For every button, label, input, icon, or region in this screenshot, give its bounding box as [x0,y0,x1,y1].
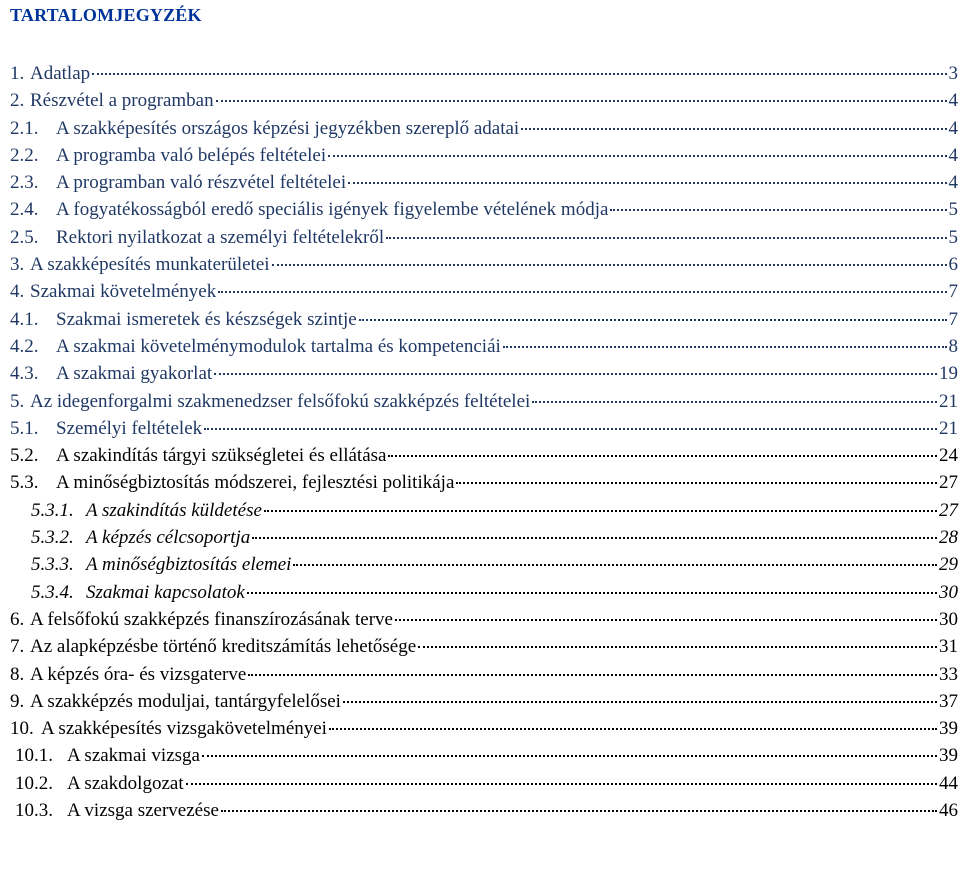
toc-entry-page: 31 [939,636,958,658]
toc-entry-link[interactable] [31,497,960,524]
dot-leader [247,592,937,594]
toc-entry [0,633,960,660]
toc-entry-title: A képzés óra- és vizsgaterve [30,663,247,685]
dot-leader [202,755,937,757]
toc-entry-page: 4 [948,117,958,139]
dot-leader [204,428,937,430]
toc-entry-number: 1. [10,63,25,84]
toc-entry-page: 24 [939,445,958,467]
toc-entry [0,579,960,606]
toc-entry-number: 10.3. [15,800,53,822]
dot-leader [221,810,937,812]
toc-entry-number: 4.2. [10,335,39,357]
toc-entry-number: 4.1. [10,308,39,330]
toc-entry-page: 46 [939,800,958,822]
dot-leader [293,564,937,566]
toc-entry-number: 5.3.1. [31,499,74,521]
toc-entry-page: 19 [939,363,958,385]
toc-entry [0,415,960,442]
toc-entry-title: A szakképesítés vizsgakövetelményei [41,718,327,740]
dot-leader [503,346,947,348]
toc-entry-link[interactable] [15,742,960,769]
toc-entry-link[interactable] [10,306,960,333]
toc-entry-number: 5.3. [10,472,39,494]
toc-entry-link[interactable] [10,442,960,469]
toc-entry-number: 9. [10,690,25,712]
toc-entry-page: 39 [939,718,958,740]
toc-entry [0,715,960,742]
toc-entry-number: 2.1. [10,117,39,139]
toc-heading: TARTALOMJEGYZÉK [10,5,202,25]
toc-entry-number: 5.3.4. [31,581,74,603]
toc-entry-number: 3. [10,254,25,276]
toc-entry [0,524,960,551]
toc-entry-link[interactable] [31,579,960,606]
toc-entry [0,169,960,196]
toc-entry-number: 10.2. [15,772,53,794]
toc-entry [0,115,960,142]
toc-list [0,60,960,824]
toc-entry-link[interactable] [10,360,960,387]
toc-entry [0,442,960,469]
toc-entry [0,797,960,824]
dot-leader [343,701,937,703]
toc-entry-link[interactable] [10,606,960,633]
toc-entry [0,224,960,251]
toc-entry [0,606,960,633]
toc-entry-page: 21 [939,417,958,439]
toc-entry-page: 44 [939,772,958,794]
toc-entry-number: 5.2. [10,445,39,467]
toc-entry-number: 2. [10,90,25,112]
dot-leader [328,155,946,157]
dot-leader [272,264,947,266]
toc-entry-link[interactable] [10,169,960,196]
toc-entry [0,196,960,223]
toc-entry-link[interactable] [10,251,960,278]
dot-leader [214,373,937,375]
toc-entry-number: 5.3.3. [31,554,74,576]
toc-entry-link[interactable] [10,661,960,688]
toc-entry-title: Szakmai követelmények [30,281,217,303]
toc-entry-number: 5. [10,390,25,412]
toc-entry-link[interactable] [10,469,960,496]
toc-entry-link[interactable] [10,60,960,87]
toc-entry-page: 30 [939,581,958,603]
toc-entry-title: A szakmai követelménymodulok tartalma és kompetenciái [56,335,501,357]
toc-entry [0,469,960,496]
toc-entry-number: 5.1. [10,417,39,439]
toc-entry-page: 39 [939,745,958,767]
toc-entry-page: 21 [939,390,958,412]
toc-entry-link[interactable] [10,224,960,251]
toc-entry-title: Adatlap [30,63,91,84]
toc-entry-title: Szakmai ismeretek és készségek szintje [56,308,357,330]
toc-entry-title: Az alapképzésbe történő kreditszámítás lehetősége [30,636,417,658]
toc-entry-page: 6 [948,254,958,276]
toc-entry-page: 4 [948,144,958,166]
toc-entry-number: 2.3. [10,172,39,194]
toc-entry-number: 2.5. [10,226,39,248]
toc-entry-title: A szakindítás küldetése [86,499,262,521]
toc-entry-page: 3 [948,63,958,84]
toc-entry-page: 7 [948,281,958,303]
dot-leader [252,537,937,539]
toc-entry [0,742,960,769]
toc-entry-title: A vizsga szervezése [67,800,219,822]
toc-entry-page: 8 [948,335,958,357]
toc-entry-number: 4. [10,281,25,303]
toc-entry-link[interactable] [10,142,960,169]
toc-entry-link[interactable] [10,415,960,442]
toc-entry-title: A szakmai vizsga [67,745,200,767]
toc-entry-title: A szakmai gyakorlat [56,363,213,385]
toc-entry-number: 5.3.2. [31,527,74,549]
toc-entry-page: 28 [939,527,958,549]
toc-entry-link[interactable] [10,115,960,142]
dot-leader [521,128,946,130]
dot-leader [264,510,937,512]
toc-entry-number: 8. [10,663,25,685]
toc-entry-title: A szakképesítés országos képzési jegyzékben szereplő adatai [56,117,520,139]
toc-entry-number: 2.2. [10,144,39,166]
toc-entry-link[interactable] [10,715,960,742]
toc-entry-page: 7 [948,308,958,330]
toc-entry-page: 4 [948,90,958,112]
toc-entry [0,551,960,578]
toc-entry-title: A programban való részvétel feltételei [56,172,347,194]
dot-leader [532,401,937,403]
dot-leader [456,482,937,484]
toc-entry-page: 37 [939,690,958,712]
toc-entry [0,661,960,688]
toc-entry-title: A szakdolgozat [67,772,184,794]
dot-leader [388,455,937,457]
toc-entry-page: 30 [939,608,958,630]
dot-leader [610,209,946,211]
toc-entry-title: A felsőfokú szakképzés finanszírozásának terve [30,608,393,630]
toc-entry-title: A minőségbiztosítás módszerei, fejlesztési politikája [56,472,455,494]
toc-entry-page: 27 [939,499,958,521]
toc-entry-title: A szakindítás tárgyi szükségletei és ellátása [56,445,387,467]
dot-leader [386,237,946,239]
toc-entry-number: 4.3. [10,363,39,385]
toc-entry-link[interactable] [10,388,960,415]
toc-entry-link[interactable] [10,87,960,114]
toc-entry-title: A programba való belépés feltételei [56,144,327,166]
toc-entry [0,251,960,278]
toc-entry [0,497,960,524]
toc-entry-link[interactable] [10,633,960,660]
toc-entry-title: A képzés célcsoportja [86,527,251,549]
toc-entry-title: A fogyatékosságból eredő speciális igények figyelembe vételének módja [56,199,609,221]
toc-entry-page: 27 [939,472,958,494]
toc-entry-number: 10.1. [15,745,53,767]
toc-entry-page: 5 [948,199,958,221]
toc-entry-link[interactable] [15,770,960,797]
toc-entry-title: A minőségbiztosítás elemei [86,554,292,576]
dot-leader [92,73,946,75]
toc-entry [0,333,960,360]
toc-entry-title: Rektori nyilatkozat a személyi feltételekről [56,226,385,248]
toc-entry-page: 4 [948,172,958,194]
toc-entry-link[interactable] [31,551,960,578]
dot-leader [359,319,947,321]
toc-entry-number: 10. [10,718,34,740]
toc-entry-link[interactable] [10,278,960,305]
toc-entry-page: 5 [948,226,958,248]
toc-entry-link[interactable] [10,196,960,223]
toc-entry [0,688,960,715]
toc-entry-title: A szakképzés moduljai, tantárgyfelelősei [30,690,341,712]
toc-entry [0,278,960,305]
toc-entry-number: 7. [10,636,25,658]
toc-entry-number: 6. [10,608,25,630]
dot-leader [248,674,937,676]
toc-entry-number: 2.4. [10,199,39,221]
toc-entry-title: A szakképesítés munkaterületei [30,254,270,276]
toc-entry-link[interactable] [31,524,960,551]
dot-leader [186,783,937,785]
toc-entry [0,87,960,114]
toc-entry-title: Részvétel a programban [30,90,214,112]
toc-entry [0,770,960,797]
dot-leader [329,728,937,730]
toc-entry [0,388,960,415]
toc-entry-link[interactable] [10,333,960,360]
dot-leader [418,646,937,648]
toc-entry [0,360,960,387]
toc-entry-link[interactable] [10,688,960,715]
toc-entry-title: Személyi feltételek [56,417,203,439]
dot-leader [216,100,947,102]
toc-entry-title: Az idegenforgalmi szakmenedzser felsőfokú szakképzés feltételei [30,390,531,412]
dot-leader [348,182,946,184]
toc-entry [0,142,960,169]
toc-entry [0,60,960,87]
dot-leader [218,291,946,293]
toc-entry-title: Szakmai kapcsolatok [86,581,245,603]
toc-entry-page: 33 [939,663,958,685]
dot-leader [395,619,937,621]
toc-entry-page: 29 [939,554,958,576]
toc-entry-link[interactable] [15,797,960,824]
toc-entry [0,306,960,333]
